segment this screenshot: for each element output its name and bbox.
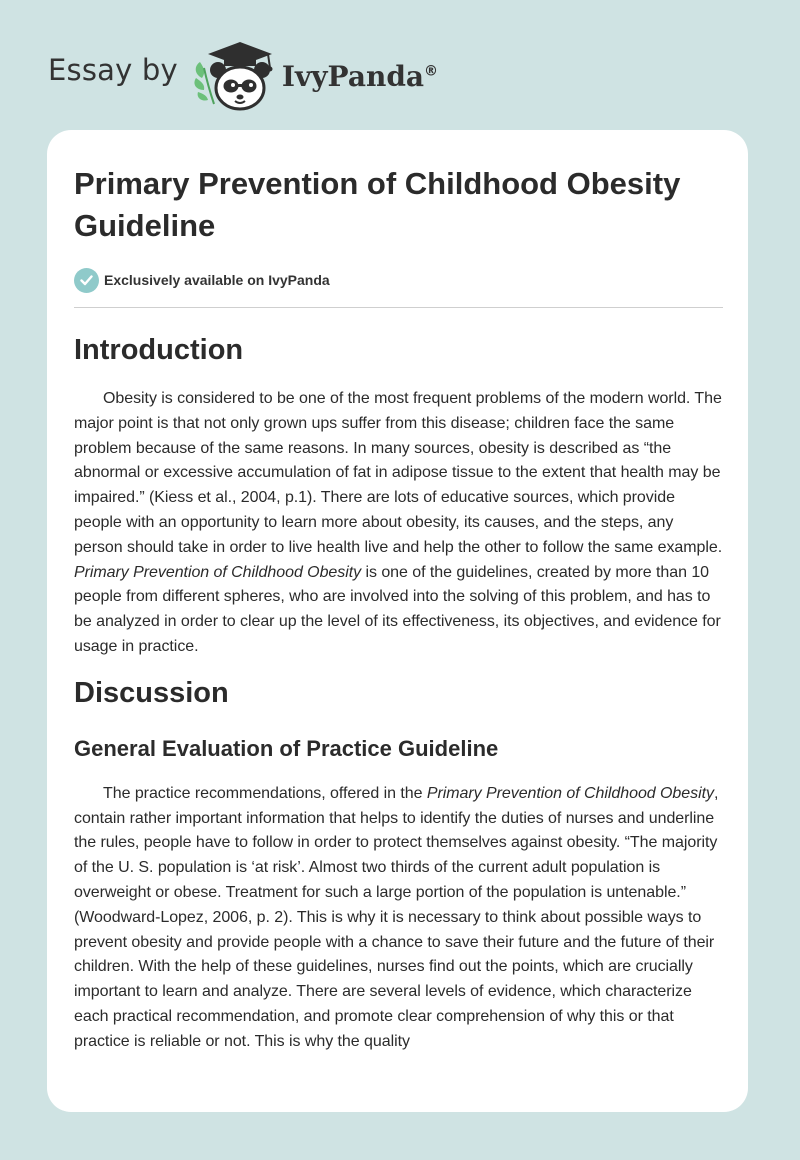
exclusive-badge [74, 267, 724, 293]
intro-text-2: is one of the guidelines, created by more than 10 people from different spheres, who are involved into the solving of this problem, and has to be analyzed in order to clear up the level of its effectiveness, its objectives, and evidence for usage in practice. [74, 563, 721, 655]
ivypanda-logo[interactable] [192, 34, 280, 114]
disc-text-1: The practice recommendations, offered in the [103, 784, 427, 802]
section-heading-discussion: Discussion [74, 676, 229, 709]
discussion-paragraph [74, 782, 724, 1055]
registered-mark: ® [424, 63, 439, 80]
brand-prefix: Essay by [48, 53, 178, 87]
disc-italic-title: Primary Prevention of Childhood Obesity [426, 784, 714, 802]
divider [74, 307, 723, 308]
subsection-heading-general-evaluation: General Evaluation of Practice Guideline [74, 735, 499, 761]
intro-italic-title: Primary Prevention of Childhood Obesity [74, 563, 362, 581]
article-title: Primary Prevention of Childhood Obesity Guideline [74, 166, 681, 243]
exclusive-text: Exclusively available on IvyPanda [104, 272, 330, 288]
check-circle-icon [74, 268, 99, 293]
brand-name-text: IvyPanda [281, 59, 425, 93]
article-content [74, 163, 724, 1055]
article-card [47, 130, 748, 1112]
intro-text-1: Obesity is considered to be one of the most frequent problems of the modern world. The major point is that not only grown ups suffer from this disease; children face the same problem because of the same reasons. In many sources, obesity is described as “the abnormal or excessive accumulation of fat in adipose tissue to the extent that health may be impaired.” (Kiess et al., 2004, p.1). There are lots of educative sources, which provide people with an opportunity to learn more about obesity, its causes, and the steps, any person should take in order to live health live and help the other to follow the same example. [74, 390, 723, 556]
brand-header [48, 34, 438, 114]
disc-text-2: , contain rather important information that helps to identify the duties of nurses and underline the rules, people have to follow in order to protect themselves against obesity. “The majority of the U. S. population is ‘at risk’. Almost two thirds of the current adult population is overweight or obese. Treatment for such a large portion of the population is untenable.” (Woodward-Lopez, 2006, p. 2). This is why it is necessary to think about possible ways to prevent obesity and provide people with a chance to save their future and the future of their children. With the help of these guidelines, nurses find out the points, which are crucially important to learn and analyze. There are several levels of evidence, which characterize each practical recommendation, and promote clear comprehension of why this or that practice is reliable or not. This is why the quality [74, 784, 719, 1050]
brand-name [282, 60, 438, 93]
section-heading-introduction: Introduction [74, 334, 244, 366]
introduction-paragraph [74, 387, 724, 660]
panda-logo-icon [192, 34, 280, 114]
